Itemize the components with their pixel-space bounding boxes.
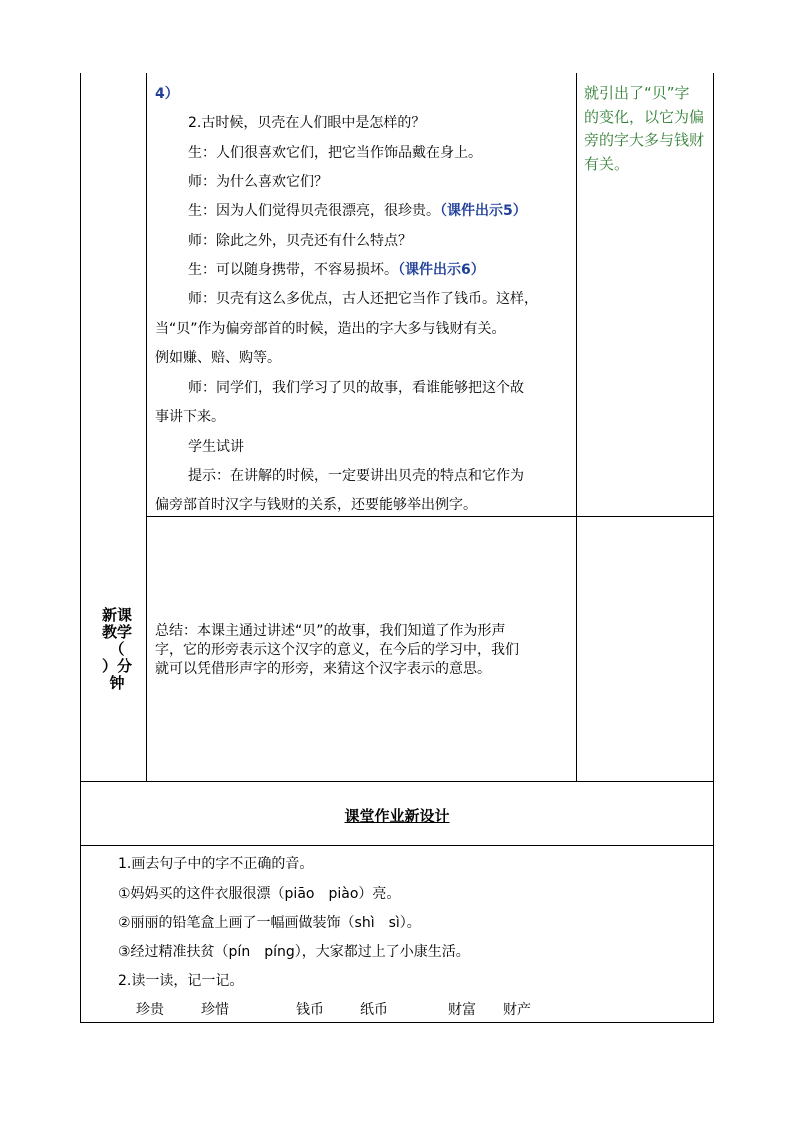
teacher-line-2: 师：除此之外，贝壳还有什么特点？: [188, 233, 412, 249]
summary-line-1: 总结：本课主通过讲述“贝”的故事，我们知道了作为形声: [155, 623, 506, 639]
homework-q1: 1.画去句子中的字不正确的音。: [118, 856, 314, 872]
slide-marker-tail: 4）: [155, 86, 179, 102]
word-item: 珍贵: [136, 1002, 164, 1018]
word-item: 财富: [448, 1002, 476, 1018]
word-item: 财产: [503, 1002, 531, 1018]
hint-line-2: 偏旁部首时汉字与钱财的关系，还要能够举出例字。: [155, 497, 477, 513]
teacher-line-3c: 例如赚、赔、购等。: [155, 350, 281, 366]
student-answer-2: [188, 202, 527, 220]
design-note-line-3: 旁的字大多与钱财: [584, 131, 705, 149]
table-border-left: [80, 73, 81, 1023]
question-2: 2.古时候，贝壳在人们眼中是怎样的？: [188, 115, 426, 131]
slide-tag-6: （课件出示6）: [398, 262, 485, 278]
section-label: [96, 607, 138, 692]
slide-tag-5: （课件出示5）: [440, 203, 527, 219]
design-note-line-1: 就引出了“贝”字: [584, 84, 690, 102]
word-item: 珍惜: [201, 1002, 229, 1018]
design-note-line-2: 的变化，以它为偏: [584, 107, 705, 126]
section-label-line-3: （: [109, 640, 125, 658]
column-divider-1: [146, 73, 147, 781]
hint-line-1: 提示：在讲解的时候，一定要讲出贝壳的特点和它作为: [188, 468, 524, 484]
table-border-right: [713, 73, 714, 1023]
teacher-line-4a: 师：同学们，我们学习了贝的故事，看谁能够把这个故: [188, 380, 524, 396]
design-note: [584, 82, 716, 176]
homework-q1-item-1: ①妈妈买的这件衣服很漂（piāo piào）亮。: [118, 886, 401, 902]
teacher-line-3a: 师：贝壳有这么多优点，古人还把它当作了钱币。这样，: [188, 291, 538, 307]
student-answer-3: [188, 261, 485, 279]
summary-line-2: 字，它的形旁表示这个汉字的意义，在今后的学习中，我们: [155, 642, 519, 658]
homework-q1-item-3: ③经过精准扶贫（pín píng），大家都过上了小康生活。: [118, 944, 470, 960]
homework-q2: 2.读一读，记一记。: [118, 973, 244, 989]
section-label-line-4: ）分钟: [101, 657, 132, 692]
row-divider-1: [146, 516, 713, 517]
word-item: 纸币: [360, 1002, 388, 1018]
teacher-line-4b: 事讲下来。: [155, 409, 225, 425]
section-label-line-1: 新课: [101, 606, 132, 624]
row-divider-3: [80, 845, 714, 846]
homework-q1-item-2: ②丽丽的铅笔盒上画了一幅画做装饰（shì sì）。: [118, 915, 421, 931]
table-border-bottom: [80, 1022, 714, 1023]
student-answer-2-text: 生：因为人们觉得贝壳很漂亮，很珍贵。: [188, 203, 440, 219]
column-divider-2: [576, 73, 577, 781]
row-divider-2: [80, 781, 714, 782]
summary-line-3: 就可以凭借形声字的形旁，来猜这个汉字表示的意思。: [155, 661, 491, 677]
student-answer-3-text: 生：可以随身携带，不容易损坏。: [188, 262, 398, 278]
design-note-line-4: 有关。: [584, 154, 630, 173]
student-answer-1: 生：人们很喜欢它们，把它当作饰品戴在身上。: [188, 145, 482, 161]
word-item: 钱币: [296, 1002, 324, 1018]
teacher-line-1: 师：为什么喜欢它们？: [188, 174, 328, 190]
homework-title: 课堂作业新设计: [344, 807, 450, 825]
teacher-line-3b: 当“贝”作为偏旁部首的时候，造出的字大多与钱财有关。: [155, 321, 506, 337]
practice-line: 学生试讲: [188, 439, 244, 455]
section-label-line-2: 教学: [101, 623, 132, 641]
